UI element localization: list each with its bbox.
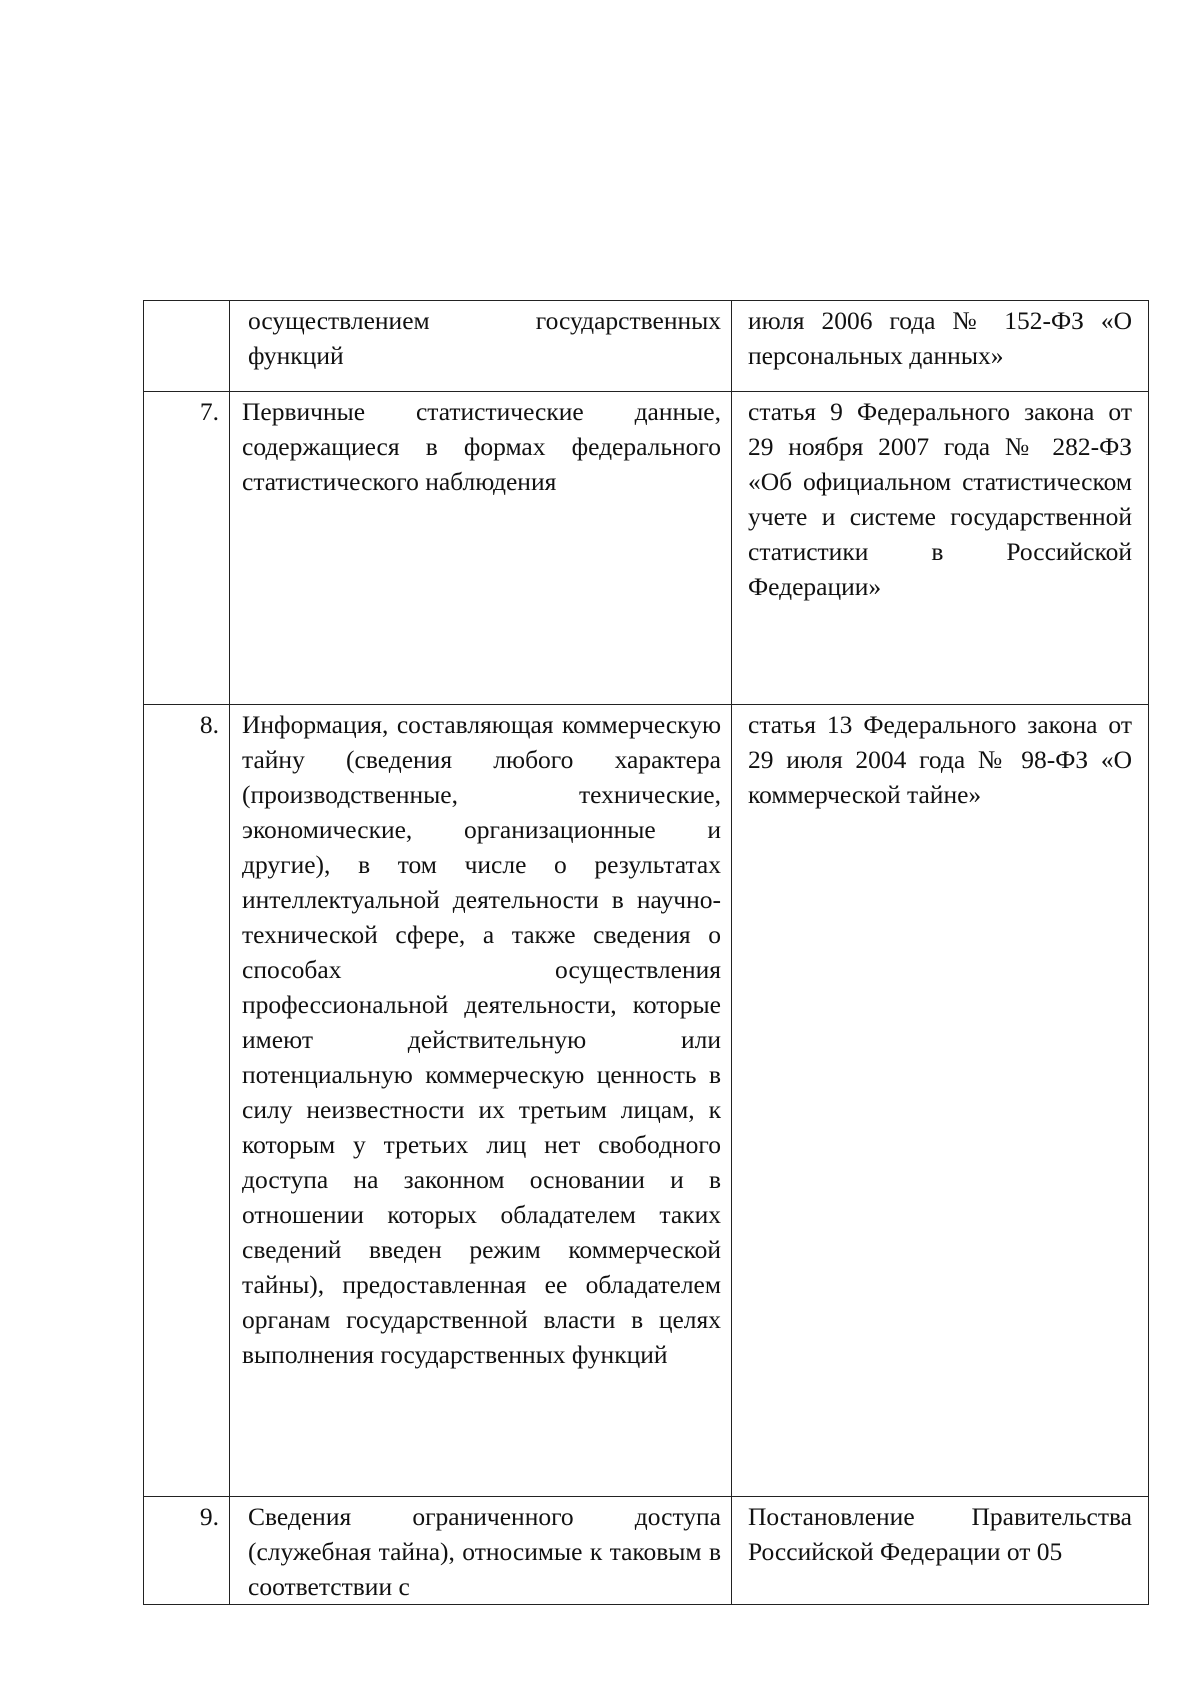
row-legal-basis xyxy=(732,1497,1149,1605)
table-row xyxy=(144,392,1149,705)
table-row xyxy=(144,1497,1149,1605)
row-number: 9. xyxy=(144,1497,230,1605)
row-legal-basis-text: июля 2006 года № 152-ФЗ «О персональных данных» xyxy=(748,306,1132,370)
row-legal-basis xyxy=(732,301,1149,392)
row-description xyxy=(230,392,732,705)
row-number xyxy=(144,301,230,392)
row-number: 8. xyxy=(144,705,230,1497)
row-legal-basis-text: статья 13 Федерального закона от 29 июля 2004 года № 98-ФЗ «О коммерческой тайне» xyxy=(748,710,1132,809)
confidential-info-table xyxy=(143,300,1149,1605)
table-row xyxy=(144,705,1149,1497)
row-description-text: Информация, составляющая коммерческую тайну (сведения любого характера (производственные, технические, экономические, организационные и другие), в том числе о результатах интеллектуальной деятельности в научно-технической сфере, а также сведения о способах осуществления профессиональной деятельности, которые имеют действительную или потенциальную коммерческую ценность в силу неизвестности их третьим лицам, к которым у третьих лиц нет свободного доступа на законном основании и в отношении которых обладателем таких сведений введен режим коммерческой тайны), предоставленная ее обладателем органам государственной власти в целях выполнения государственных функций xyxy=(242,710,721,1369)
row-description xyxy=(230,301,732,392)
row-number: 7. xyxy=(144,392,230,705)
row-legal-basis xyxy=(732,392,1149,705)
row-description-text: Первичные статистические данные, содержащиеся в формах федерального статистического наблюдения xyxy=(242,397,721,496)
row-legal-basis-text: статья 9 Федерального закона от 29 ноября 2007 года № 282-ФЗ «Об официальном статистическом учете и системе государственной статистики в Российской Федерации» xyxy=(748,397,1132,601)
row-description xyxy=(230,705,732,1497)
row-description xyxy=(230,1497,732,1605)
table-row xyxy=(144,301,1149,392)
row-description-text: Сведения ограниченного доступа (служебная тайна), относимые к таковым в соответствии с xyxy=(248,1502,721,1601)
row-legal-basis-text: Постановление Правительства Российской Федерации от 05 xyxy=(748,1502,1132,1566)
row-description-text: осуществлением государственных функций xyxy=(248,306,721,370)
row-legal-basis xyxy=(732,705,1149,1497)
